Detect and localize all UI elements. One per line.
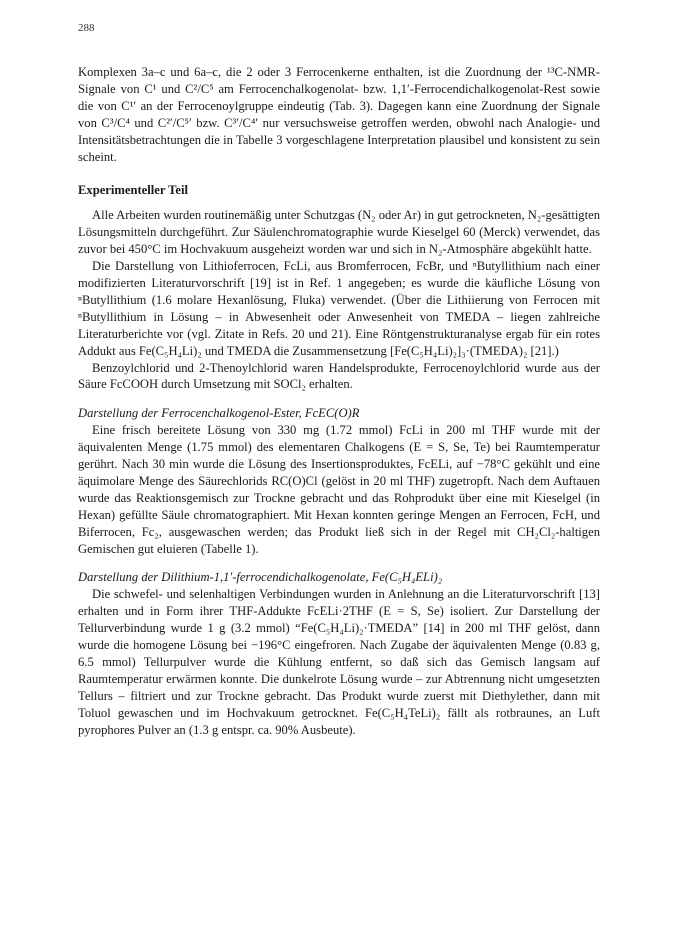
paragraph-general-conditions: Alle Arbeiten wurden routinemäßig unter Schutzgas (N₂ oder Ar) in gut getrockneten, N₂-gesättigten Lösungsmitteln durchgeführt. Zur Säulenchromatographie wurde Kieselgel 60 (Merck) verwendet, das zuvor bei 450°C im Hochvakuum ausgeheizt worden war und sich in N₂-Atmosphäre abgekühlt hatte. [78, 208, 600, 257]
paragraph-lithioferrocene: Die Darstellung von Lithioferrocen, FcLi, aus Bromferrocen, FcBr, und ⁿButyllithium nach einer modifizierten Literaturvorschrift [19] ist in Ref. 1 angegeben; es wurde die käufliche Lösung von ⁿButyllithium (1.6 molare Hexanlösung, Fluka) verwendet. (Über die Lithiierung von Ferrocen mit ⁿButyllithium in Lösung – in Abwesenheit oder Anwesenheit von TMEDA – liegen zahlreiche Literaturberichte vor (vgl. Zitate in Refs. 20 und 21). Eine Röntgenstrukturanalyse ergab für ein rotes Addukt aus Fe(C₅H₄Li)₂ und TMEDA die Zusammensetzung [Fe(C₅H₄Li)₂]₃·(TMEDA)₂ [21].) [78, 259, 600, 358]
paragraph-dilithium-procedure: Die schwefel- und selenhaltigen Verbindungen wurden in Anlehnung an die Literaturvorschrift [13] erhalten und in Form ihrer THF-Addukte FcELi·2THF (E = S, Se) isoliert. Zur Darstellung der Tellurverbindung wurde 1 g (3.2 mmol) “Fe(C₅H₄Li)₂·TMEDA” [14] in 200 ml THF gelöst, dann wurde die homogene Lösung bei −196°C eingefroren. Nach Zugabe der äquivalenten Menge (0.83 g, 6.5 mmol) Tellurpulver wurde die Kühlung entfernt, so daß sich das Gemisch langsam auf Raumtemperatur erwärmen konnte. Die dunkelrote Lösung wurde – zur Abtrennung nicht umgesetzten Tellurs – filtriert und zur Trockne gebracht. Das Produkt wurde zuerst mit Diethylether, dann mit Toluol gewaschen und im Hochvakuum getrocknet. Fe(C₅H₄TeLi)₂ fällt als rotbraunes, an Luft pyrophores Pulver an (1.3 g entspr. ca. 90% Ausbeute). [78, 587, 600, 737]
subheading-ester-synthesis: Darstellung der Ferrocenchalkogenol-Ester, FcEC(O)R [78, 406, 360, 421]
section-heading-experimental: Experimenteller Teil [78, 183, 188, 198]
page-body [78, 64, 600, 739]
subheading-dilithium-synthesis: Darstellung der Dilithium-1,1′-ferrocendichalkogenolate, Fe(C₅H₄ELi)₂ [78, 570, 443, 585]
page-number: 288 [78, 22, 95, 34]
paragraph-intro: Komplexen 3a–c und 6a–c, die 2 oder 3 Ferrocenkerne enthalten, ist die Zuordnung der ¹³C-NMR-Signale von C¹ und C²/C⁵ am Ferrocenchalkogenolat- bzw. 1,1′-Ferrocendichalkogenolat-Rest sowie die von C¹′ an der Ferrocenoylgruppe eindeutig (Tab. 3). Dagegen kann eine Zuordnung der Signale von C³/C⁴ und C²′/C⁵′ bzw. C³′/C⁴′ nur versuchsweise getroffen werden, obwohl nach Analogie- und Intensitätsbetrachtungen die in Tabelle 3 vorgeschlagene Interpretation plausibel und konsistent zu sein scheint. [78, 65, 600, 164]
paragraph-acid-chlorides: Benzoylchlorid und 2-Thenoylchlorid waren Handelsprodukte, Ferrocenoylchlorid wurde aus der Säure FcCOOH durch Umsetzung mit SOCl₂ erhalten. [78, 360, 600, 392]
paragraph-ester-procedure: Eine frisch bereitete Lösung von 330 mg (1.72 mmol) FcLi in 200 ml THF wurde mit der äquivalenten Menge (1.75 mmol) des elementaren Chalkogens (E = S, Se, Te) bei Raumtemperatur gerührt. Nach 30 min wurde die Lösung des Insertionsproduktes, FcELi, auf −78°C gekühlt und eine äquimolare Menge des Säurechlorids RC(O)Cl (gelöst in 20 ml THF) zugetropft. Nach dem Auftauen wurde das Reaktionsgemisch zur Trockne gebracht und das Rohprodukt über eine mit Kieselgel (in Hexan) gefüllte Säule chromatographiert. Mit Hexan konnten geringe Mengen an Ferrocen, FcH, und Biferrocen, Fc₂, ausgewaschen werden; das Produkt ließ sich in der Regel mit CH₂Cl₂-haltigen Gemischen gut eluieren (Tabelle 1). [78, 423, 600, 556]
